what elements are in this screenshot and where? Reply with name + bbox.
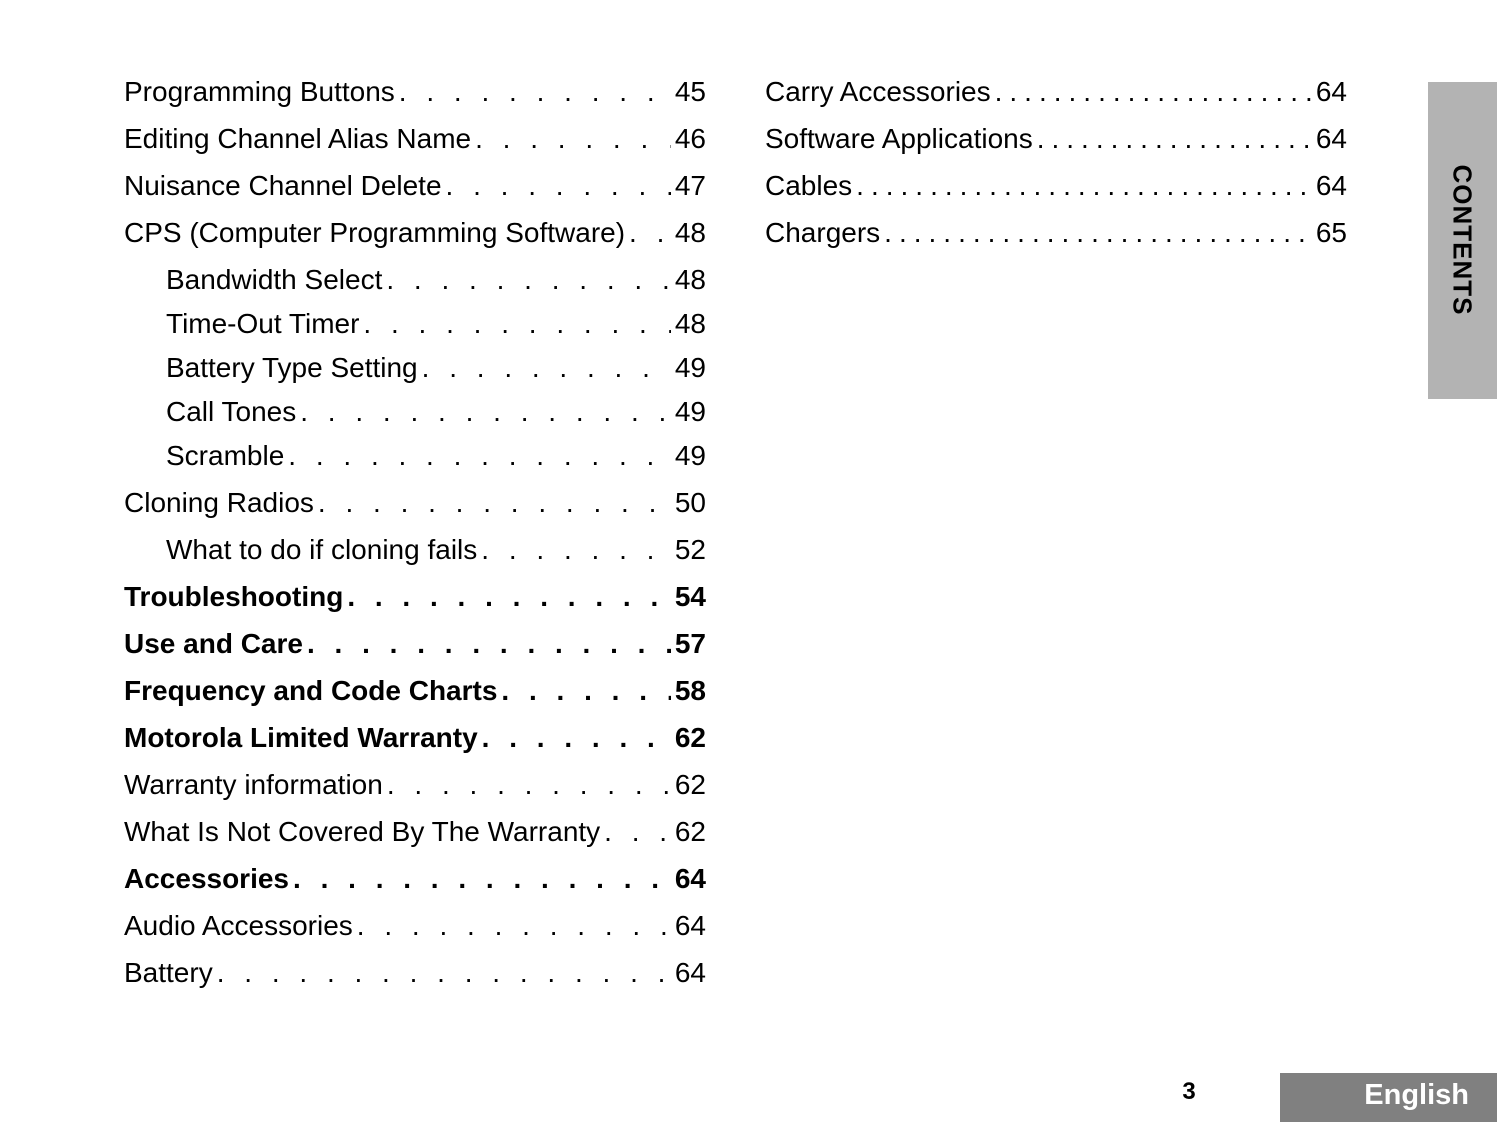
side-tab-label: CONTENTS — [1447, 164, 1478, 316]
toc-entry-title: Programming Buttons — [124, 76, 395, 107]
dot-leader — [213, 956, 671, 990]
toc-entry-title: Editing Channel Alias Name — [124, 123, 472, 154]
toc-entry-title: Use and Care — [124, 628, 303, 659]
dot-leader — [303, 627, 671, 661]
toc-entry-title: What Is Not Covered By The Warranty — [124, 816, 601, 847]
toc-entry-page: 47 — [674, 170, 706, 201]
toc-chapter — [124, 721, 706, 755]
toc-subentry — [124, 439, 706, 473]
toc-entry — [124, 122, 706, 156]
dot-leader — [471, 122, 671, 156]
toc-entry — [124, 815, 706, 849]
toc-entry-title: Nuisance Channel Delete — [124, 170, 442, 201]
toc-entry-title: CPS (Computer Programming Software) — [124, 217, 626, 248]
toc-entry-page: 48 — [674, 264, 706, 295]
toc-chapter — [124, 580, 706, 614]
toc-subentry — [124, 351, 706, 385]
toc-subentry — [124, 263, 706, 297]
toc-entry-page: 45 — [674, 76, 706, 107]
toc-subentry — [124, 395, 706, 429]
toc-entry — [124, 486, 706, 520]
toc-entry-page: 64 — [674, 863, 706, 894]
toc-entry-title: Software Applications — [765, 123, 1033, 154]
dot-leader — [442, 169, 671, 203]
dot-leader — [880, 216, 1312, 250]
toc-entry-title: Bandwidth Select — [166, 264, 383, 295]
dot-leader — [353, 909, 671, 943]
toc-entry-page: 48 — [674, 217, 706, 248]
language-label: English — [1364, 1079, 1469, 1111]
toc-entry — [124, 169, 706, 203]
toc-entry-title: Cables — [765, 170, 853, 201]
dot-leader — [478, 721, 671, 755]
dot-leader — [625, 216, 671, 250]
toc-entry-page: 49 — [674, 396, 706, 427]
dot-leader — [418, 351, 671, 385]
toc-chapter — [124, 627, 706, 661]
dot-leader — [343, 580, 671, 614]
dot-leader — [383, 768, 671, 802]
toc-entry-page: 62 — [674, 722, 706, 753]
toc-entry — [124, 75, 706, 109]
toc-entry-title: Motorola Limited Warranty — [124, 722, 478, 753]
toc-entry-title: Scramble — [166, 440, 285, 471]
toc-entry-title: Chargers — [765, 217, 881, 248]
toc-entry — [765, 216, 1347, 250]
toc-entry-title: Time-Out Timer — [166, 308, 360, 339]
contents-side-tab — [1428, 82, 1497, 399]
toc-entry-page: 64 — [674, 910, 706, 941]
toc-entry-page: 65 — [1315, 217, 1347, 248]
toc-entry — [124, 909, 706, 943]
dot-leader — [314, 486, 671, 520]
toc-entry — [124, 216, 706, 250]
toc-entry-page: 48 — [674, 308, 706, 339]
toc-entry-title: Accessories — [124, 863, 290, 894]
dot-leader — [359, 307, 670, 341]
toc-entry-title: What to do if cloning fails — [166, 534, 478, 565]
toc-entry — [765, 169, 1347, 203]
dot-leader — [395, 75, 671, 109]
toc-entry-page: 64 — [1315, 170, 1347, 201]
dot-leader — [284, 439, 671, 473]
toc-entry-page: 57 — [674, 628, 706, 659]
toc-entry — [765, 122, 1347, 156]
dot-leader — [497, 674, 670, 708]
toc-entry-title: Battery Type Setting — [166, 352, 418, 383]
toc-entry-title: Call Tones — [166, 396, 297, 427]
page-number: 3 — [1182, 1078, 1196, 1105]
toc-entry-page: 46 — [674, 123, 706, 154]
toc-entry — [124, 768, 706, 802]
toc-entry-page: 54 — [674, 581, 706, 612]
toc-entry — [765, 75, 1347, 109]
toc-entry-page: 49 — [674, 352, 706, 383]
toc-entry-page: 52 — [674, 534, 706, 565]
toc-entry-title: Audio Accessories — [124, 910, 353, 941]
dot-leader — [991, 75, 1312, 109]
toc-entry-page: 49 — [674, 440, 706, 471]
toc-entry-title: Warranty information — [124, 769, 383, 800]
toc-entry — [124, 956, 706, 990]
toc-entry-page: 64 — [1315, 123, 1347, 154]
toc-subentry — [124, 533, 706, 567]
language-tab — [1280, 1073, 1497, 1122]
toc-entry-page: 62 — [674, 769, 706, 800]
toc-entry-title: Frequency and Code Charts — [124, 675, 498, 706]
toc-subentry — [124, 307, 706, 341]
dot-leader — [382, 263, 670, 297]
toc-entry-title: Cloning Radios — [124, 487, 314, 518]
toc-chapter — [124, 674, 706, 708]
dot-leader — [477, 533, 671, 567]
dot-leader — [600, 815, 671, 849]
toc-entry-page: 58 — [674, 675, 706, 706]
toc-entry-page: 64 — [1315, 76, 1347, 107]
toc-entry-page: 62 — [674, 816, 706, 847]
dot-leader — [1033, 122, 1312, 156]
toc-entry-page: 64 — [674, 957, 706, 988]
toc-entry-title: Troubleshooting — [124, 581, 344, 612]
dot-leader — [296, 395, 671, 429]
toc-entry-page: 50 — [674, 487, 706, 518]
toc-chapter — [124, 862, 706, 896]
toc-entry-title: Battery — [124, 957, 213, 988]
dot-leader — [289, 862, 671, 896]
dot-leader — [852, 169, 1312, 203]
toc-entry-title: Carry Accessories — [765, 76, 991, 107]
